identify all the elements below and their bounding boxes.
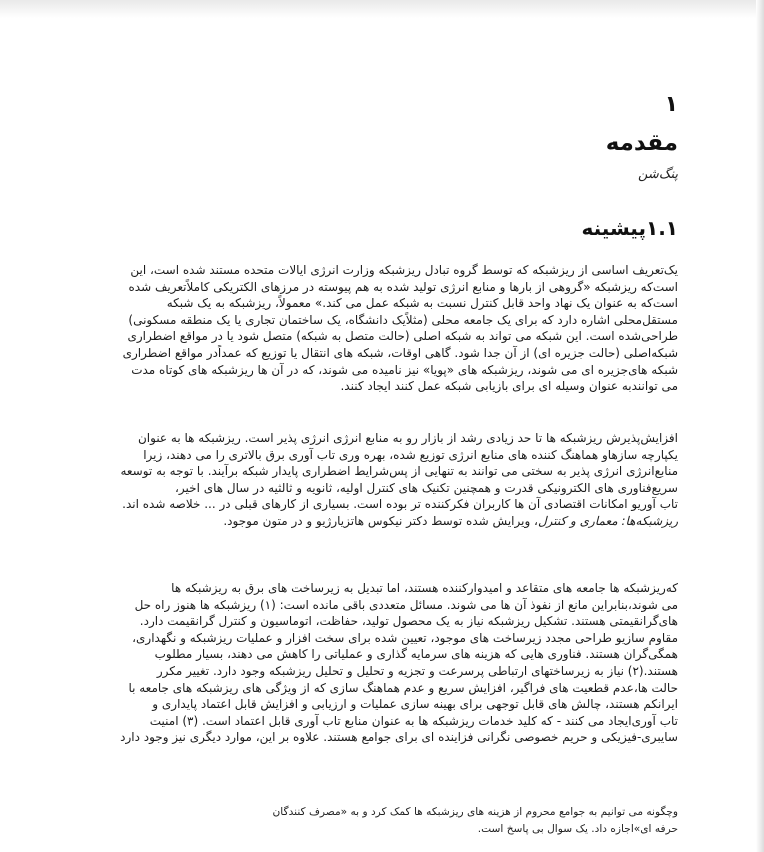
scan-shadow-right — [756, 0, 764, 852]
paragraph-line: های‌گرانقیمتی هستند. تشکیل ریزشبکه نیاز به یک محصول تولید، حفاظت، اتوماسیون و کنترل گرانقیمت دارد. — [139, 614, 678, 629]
paragraph-line: است‌که به عنوان یک نهاد واحد قابل کنترل نسبت به شبکه عمل می کند.» معمولاً، ریزشبکه به یک شبکه — [166, 296, 678, 311]
scan-shadow-top — [0, 0, 764, 18]
paragraph-line: شبکه های‌جزیره ای می شوند، ریزشبکه های «پویا» نیز نامیده می شوند، که در آن ها ریزشبکه های کوتاه مدت — [131, 362, 678, 377]
paragraph-line: همگی‌گران هستند. فناوری هایی که هزینه های سرمایه گذاری و عملیاتی را کاهش می دهند، بسیار مطلوب — [154, 647, 678, 662]
paragraph-line: منابع‌انرژی انرژی پذیر به سختی می توانند به تنهایی از پس‌شرایط اضطراری پایدار شبکه برآیند. با توجه به توسعه — [120, 464, 678, 479]
paragraph-line: مستقل‌محلی اشاره دارد که برای یک جامعه محلی (مثلاً‌یک دانشگاه، یک ساختمان تجاری یا یک منطقه مسکونی) — [128, 312, 678, 327]
chapter-title: مقدمه — [605, 130, 678, 156]
paragraph-line: طراحی‌شده است. این شبکه می تواند به شبکه اصلی (حالت متصل به شبکه) متصل شود یا در مواقع اضطراری — [127, 329, 678, 344]
chapter-author: پنگ‌شن — [638, 167, 678, 182]
footnote — [218, 804, 678, 838]
paragraph-line: یک‌تعریف اساسی از ریزشبکه که توسط گروه تبادل ریزشبکه وزارت انرژی ایالات متحده مستند شده است، این — [130, 263, 678, 277]
paragraph-line: که‌ریزشبکه ها جامعه های متقاعد و امیدوارکننده هستند، اما تبدیل به زیرساخت های برق به ریزشبکه ها — [171, 581, 678, 595]
section-heading: ۱.۱پیشینه — [581, 216, 678, 240]
paragraph-line: مقاوم سازیو طراحی مجدد زیرساخت های موجود، تعیین شده برای سخت افزار و عملیات ریزشبکه و نگهداری، — [132, 630, 678, 645]
paragraph-line: می توانندبه عنوان وسیله ای برای بازیابی شبکه عمل کنند ایجاد کنند. — [340, 379, 678, 394]
book-title-citation: ریزشبکه‌ها: معماری و کنترل — [537, 513, 678, 528]
paragraph-challenges — [94, 580, 678, 746]
paragraph-line: یکپارچه سازهاو هماهنگ کننده های منابع انرژی توزیع شده، بهره وری تاب آوری برق بالاتری را می دهند، زیرا — [143, 447, 678, 462]
paragraph-line: ایرانکم هستند، چالش های قابل توجهی برای بهینه سازی عملیات و ارزیابی و افزایش قابل اعتماد پایداری و — [152, 697, 678, 712]
paragraph-line: سریع‌فناوری های الکترونیکی قدرت و همچنین تکنیک های کنترل اولیه، ثانویه و ثالثیه در سال های اخیر، — [175, 480, 678, 495]
paragraph-line: می شوند،بنابراین مانع از نفوذ آن ها می شوند. مسائل متعددی باقی مانده است: (۱) ریزشبکه ها هنوز راه حل — [134, 597, 678, 612]
paragraph-line: حالت ها،عدم قطعیت های فراگیر، افزایش سریع و عدم هماهنگ سازی که از ویژگی های ریزشبکه های جامعه با — [128, 680, 678, 695]
chapter-number: ۱ — [664, 92, 678, 117]
paragraph-line: تاب آوری‌ایجاد می کنند - که کلید خدمات ریزشبکه ها به عنوان منابع تاب آوری قابل اعتماد است. (۳) امنیت — [149, 713, 678, 728]
paragraph-line: تاب آوریو امکانات اقتصادی آن ها کاربران فکرکننده تر بوده است. بسیاری از کارهای قبلی در ... خلاصه شده اند. — [122, 497, 678, 512]
paragraph-line: هستند.(۲) نیاز به زیرساختهای ارتباطی پرسرعت و تجزیه و تحلیل و تحلیل ریزشبکه وجود دارد. تغییر مکرر — [156, 663, 678, 678]
citation-rest: ، ویرایش شده توسط دکتر نیکوس هاتزیارژیو و در متون موجود. — [223, 513, 538, 528]
paragraph-line: شبکه‌اصلی (حالت جزیره ای) از آن جدا شود. گاهی اوقات، شبکه های انتقال یا توزیع که عمداً‌در مواقع اضطراری — [122, 345, 678, 360]
paragraph-definition — [94, 262, 678, 395]
paragraph-adoption — [94, 430, 678, 530]
paragraph-line: افزایش‌پذیرش ریزشبکه ها تا حد زیادی رشد از بازار رو به منابع انرژی انرژی پذیر است. ریزشبکه ها به عنوان — [137, 431, 678, 445]
paragraph-line: سایبری-فیزیکی و حریم خصوصی نگرانی فزاینده ای برای جوامع هستند. علاوه بر این، موارد دیگری نیز وجود دارد — [120, 730, 678, 745]
paragraph-line: است‌که ریزشبکه «گروهی از بارها و منابع انرژی تولید شده به هم پیوسته در مرزهای الکتریکی کاملاً‌تعریف شده — [128, 279, 678, 294]
paragraph-citation-line — [94, 513, 678, 530]
footnote-line: وچگونه می توانیم به جوامع محروم از هزینه های ریزشبکه ها کمک کرد و به «مصرف کنندگان — [272, 806, 678, 818]
footnote-line: حرفه ای»اجازه داد. یک سوال بی پاسخ است. — [477, 823, 678, 835]
